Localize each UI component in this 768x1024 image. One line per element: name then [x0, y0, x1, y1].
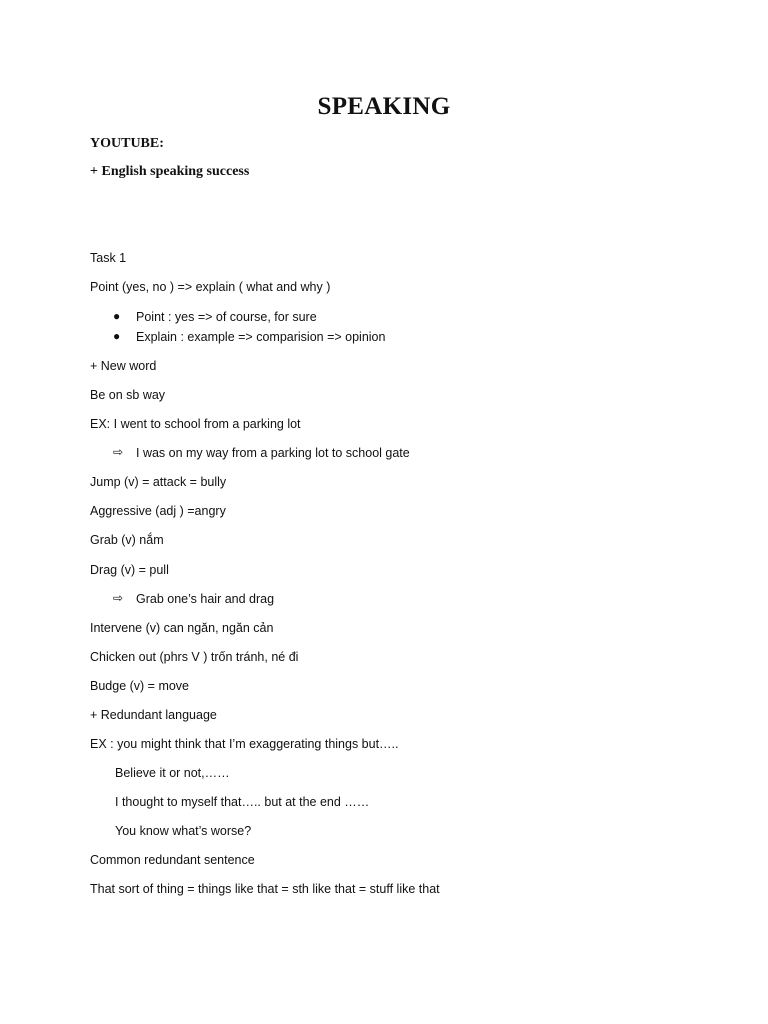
- vocab-line: Chicken out (phrs V ) trốn tránh, né đi: [90, 650, 299, 664]
- vocab-line: Jump (v) = attack = bully: [90, 475, 227, 489]
- vocab-line: That sort of thing = things like that = sth like that = stuff like that: [90, 882, 440, 896]
- youtube-item: + English speaking success: [90, 164, 250, 179]
- bullet-item: Explain : example => comparision => opinion: [136, 330, 386, 344]
- indented-line: Believe it or not,……: [115, 766, 230, 780]
- vocab-line: Drag (v) = pull: [90, 563, 169, 577]
- indented-line: I thought to myself that….. but at the end ……: [115, 795, 370, 809]
- example-line: EX : you might think that I’m exaggerating things but…..: [90, 737, 399, 751]
- new-word-heading: + New word: [90, 359, 157, 373]
- vocab-line: Be on sb way: [90, 388, 166, 402]
- task-heading: Task 1: [90, 251, 127, 265]
- example-line: EX: I went to school from a parking lot: [90, 417, 301, 431]
- bullet-icon: ●: [113, 309, 121, 323]
- arrow-item: I was on my way from a parking lot to school gate: [136, 446, 410, 460]
- common-heading: Common redundant sentence: [90, 853, 255, 867]
- youtube-heading: YOUTUBE:: [90, 136, 164, 151]
- point-line: Point (yes, no ) => explain ( what and why ): [90, 280, 331, 294]
- arrow-item: Grab one’s hair and drag: [136, 592, 275, 606]
- arrow-icon: ⇨: [113, 591, 124, 605]
- arrow-icon: ⇨: [113, 445, 124, 459]
- vocab-line: Intervene (v) can ngăn, ngăn cản: [90, 621, 274, 635]
- bullet-item: Point : yes => of course, for sure: [136, 310, 317, 324]
- bullet-icon: ●: [113, 329, 121, 343]
- vocab-line: Aggressive (adj ) =angry: [90, 504, 226, 518]
- page-title: SPEAKING: [317, 93, 451, 120]
- redundant-heading: + Redundant language: [90, 708, 217, 722]
- vocab-line: Budge (v) = move: [90, 679, 190, 693]
- vocab-line: Grab (v) nắm: [90, 533, 164, 547]
- indented-line: You know what’s worse?: [115, 824, 252, 838]
